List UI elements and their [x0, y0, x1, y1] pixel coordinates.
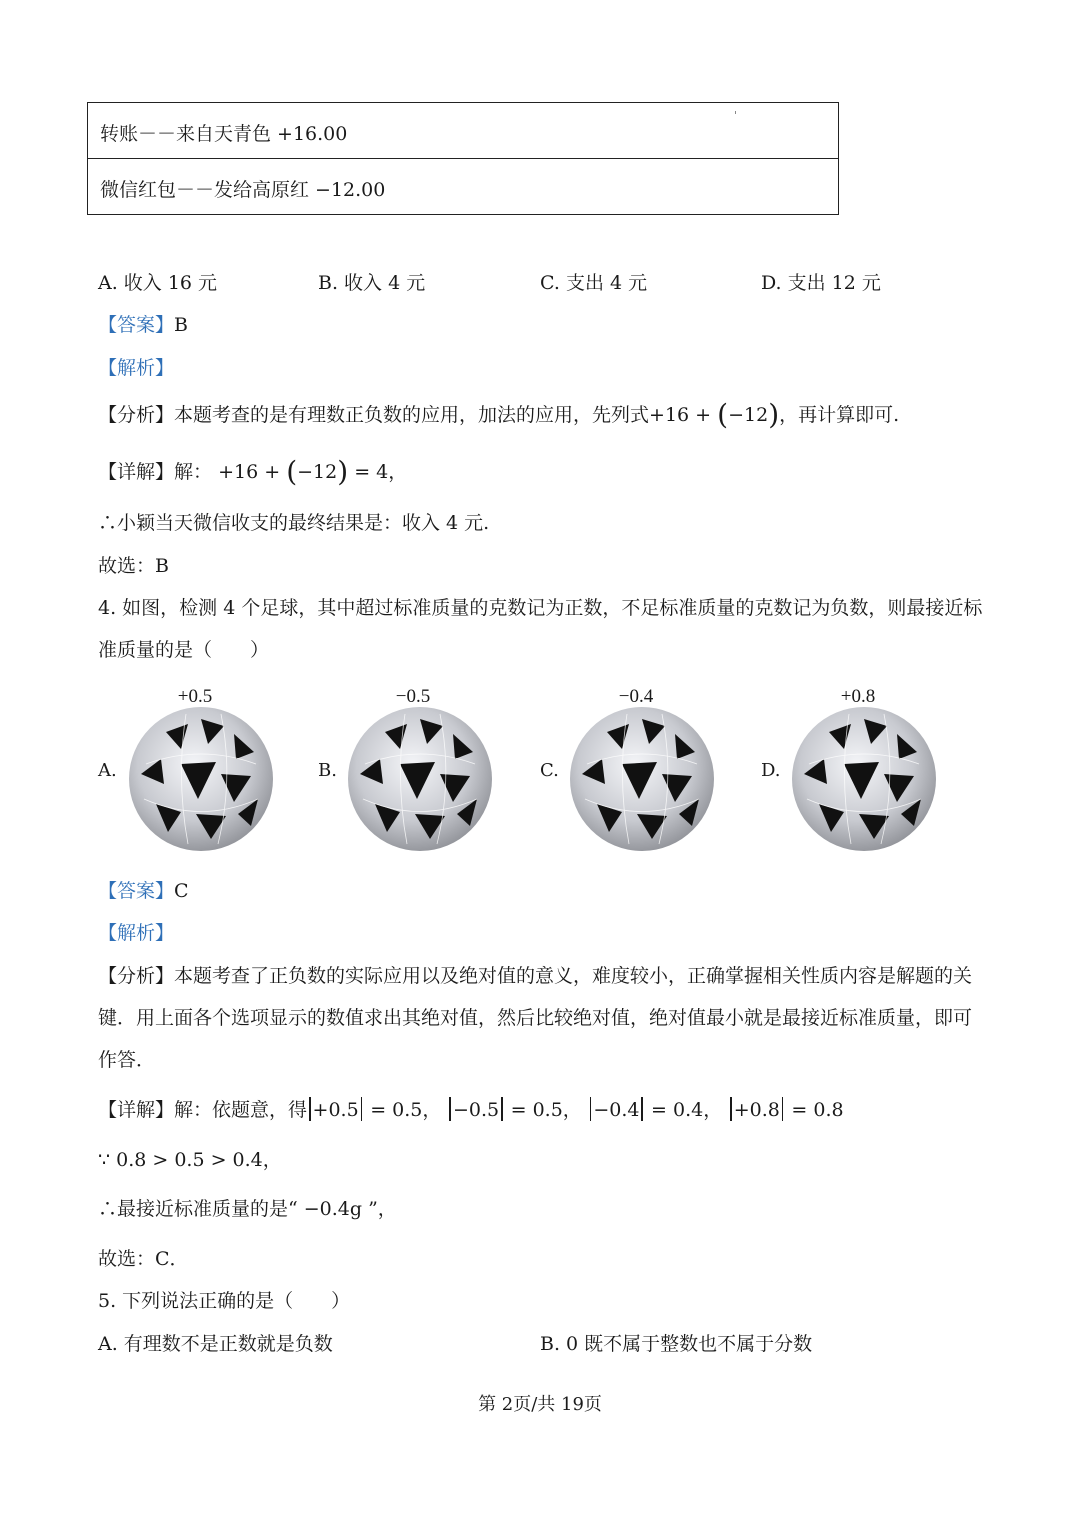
- q3-option-b: B. 收入 4 元: [318, 272, 426, 294]
- soccer-ball-image: [345, 704, 495, 854]
- abs-result: = 0.8: [785, 1099, 844, 1121]
- detail-prefix: 解：: [174, 461, 213, 483]
- answer-value: C: [174, 880, 189, 902]
- q4-fenxi-line3: 作答．: [98, 1049, 156, 1071]
- q3-detail-line: 【详解】解： +16 + (−12) = 4，: [98, 455, 408, 488]
- q4-choose: 故选：C．: [98, 1248, 189, 1270]
- transfer-cell: 转账－－来自天青色 +16.00: [100, 123, 348, 145]
- ball-a-value: +0.5: [177, 686, 213, 707]
- q4-detail-line: [98, 1097, 844, 1122]
- detail-tag: 【详解】: [98, 1099, 175, 1121]
- red-packet-cell: 微信红包－－发给高原红 −12.00: [100, 179, 386, 201]
- q5-option-b: B. 0 既不属于整数也不属于分数: [540, 1333, 813, 1355]
- fenxi-tag: 【分析】: [98, 965, 175, 987]
- answer-value: B: [174, 314, 188, 336]
- expr-part: +16 +: [649, 404, 718, 426]
- q4-because: ∵ 0.8 > 0.5 > 0.4，: [98, 1149, 282, 1171]
- q3-option-c: C. 支出 4 元: [540, 272, 648, 294]
- q4-analysis-tag: 【解析】: [98, 922, 175, 944]
- q3-choose: 故选：B: [98, 555, 169, 577]
- expr-part: −12: [728, 404, 769, 426]
- ball-c-value: −0.4: [618, 686, 654, 707]
- abs-result: = 0.5，: [364, 1099, 442, 1121]
- soccer-ball-image: [126, 704, 276, 854]
- fenxi-text: 本题考查了正负数的实际应用以及绝对值的意义，难度较小，正确掌握相关性质内容是解题的关: [174, 965, 973, 987]
- expr-part: −12: [297, 461, 338, 483]
- q5-stem: 5. 下列说法正确的是（ ）: [98, 1290, 351, 1312]
- q4-fenxi-line2: 键．用上面各个选项显示的数值求出其绝对值，然后比较绝对值，绝对值最小就是最接近标准质量，即可: [98, 1007, 973, 1029]
- soccer-ball-image: [567, 704, 717, 854]
- detail-tag: 【详解】: [98, 461, 175, 483]
- q3-analysis-tag: 【解析】: [98, 357, 175, 379]
- fenxi-tail: ，再计算即可.: [779, 404, 900, 426]
- stray-mark: [735, 111, 736, 114]
- soccer-ball-image: [789, 704, 939, 854]
- page-footer: 第 2页/共 19页: [478, 1394, 602, 1415]
- detail-prefix: 解：依题意，得: [174, 1099, 308, 1121]
- fenxi-tag: 【分析】: [98, 404, 175, 426]
- expr-part: +16 +: [218, 461, 287, 483]
- abs-inner: −0.5: [452, 1099, 500, 1121]
- ball-d-value: +0.8: [840, 686, 876, 707]
- answer-tag: 【答案】: [98, 880, 175, 902]
- table-row: [88, 103, 838, 159]
- fenxi-text: 本题考查的是有理数正负数的应用，加法的应用，先列式: [174, 404, 650, 426]
- q3-option-d: D. 支出 12 元: [761, 272, 881, 294]
- expr-part: = 4，: [348, 461, 408, 483]
- ball-b-letter: B.: [318, 760, 337, 781]
- ball-a-letter: A.: [98, 760, 117, 781]
- fenxi-expression: +16 + (−12): [649, 398, 780, 431]
- abs-inner: +0.8: [733, 1099, 780, 1121]
- q4-therefore: ∴最接近标准质量的是“ −0.4g ”，: [98, 1198, 397, 1220]
- ball-b-value: −0.5: [395, 686, 431, 707]
- answer-tag: 【答案】: [98, 314, 175, 336]
- transaction-table: [87, 102, 839, 215]
- table-row: [88, 159, 838, 215]
- q3-option-a: A. 收入 16 元: [98, 272, 218, 294]
- abs-inner: −0.4: [593, 1099, 640, 1121]
- q4-fenxi-line1: [98, 964, 972, 988]
- abs-result: = 0.5，: [504, 1099, 582, 1121]
- q4-answer-line: [98, 879, 189, 903]
- q3-fenxi-line: [98, 398, 900, 431]
- q4-stem-line2: 准质量的是（ ）: [98, 639, 270, 661]
- ball-d-letter: D.: [761, 760, 781, 781]
- abs-inner: +0.5: [312, 1099, 359, 1121]
- q3-conclusion: ∴小颖当天微信收支的最终结果是：收入 4 元.: [98, 512, 490, 534]
- q3-answer-line: [98, 313, 188, 337]
- q4-stem-line1: 4. 如图，检测 4 个足球，其中超过标准质量的克数记为正数，不足标准质量的克数记为负数，则最接近标: [98, 597, 983, 619]
- abs-result: = 0.4，: [644, 1099, 723, 1121]
- q5-option-a: A. 有理数不是正数就是负数: [98, 1333, 333, 1355]
- ball-c-letter: C.: [540, 760, 559, 781]
